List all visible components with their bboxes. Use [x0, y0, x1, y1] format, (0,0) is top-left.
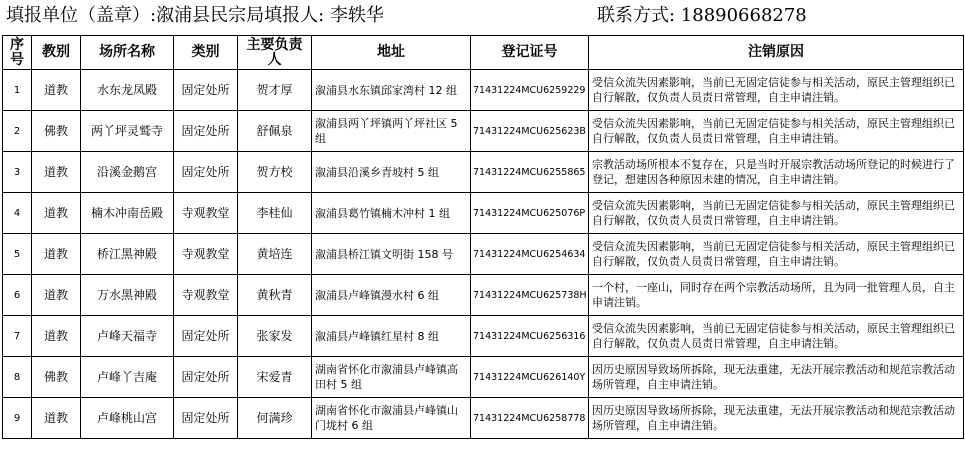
cell-reason: 宗教活动场所根本不复存在，只是当时开展宗教活动场所登记的时候进行了登记，想建因各种原因未建的情况，自主申请注销。	[589, 152, 964, 193]
col-header-reason: 注销原因	[589, 36, 964, 70]
cell-address: 湖南省怀化市溆浦县卢峰镇山门垅村 6 组	[312, 398, 471, 439]
cell-leader: 舒佩泉	[238, 111, 312, 152]
cell-religion: 道教	[32, 152, 81, 193]
cell-address: 溆浦县两丫坪镇两丫坪社区 5 组	[312, 111, 471, 152]
cell-address: 溆浦县卢峰镇漫水村 6 组	[312, 275, 471, 316]
cell-reg: 71431224MCU6254634	[471, 234, 589, 275]
cell-type: 寺观教堂	[174, 193, 238, 234]
cell-type: 寺观教堂	[174, 275, 238, 316]
cell-type: 固定处所	[174, 70, 238, 111]
col-header-address: 地址	[312, 36, 471, 70]
cell-reg: 71431224MCU625738H	[471, 275, 589, 316]
cell-leader: 何满珍	[238, 398, 312, 439]
cell-leader: 贺才厚	[238, 70, 312, 111]
cell-leader: 李桂仙	[238, 193, 312, 234]
cell-religion: 道教	[32, 316, 81, 357]
filing-unit-label: 填报单位（盖章）:溆浦县民宗局填报人: 李轶华	[6, 5, 384, 26]
cell-address: 溆浦县沿溪乡青坡村 5 组	[312, 152, 471, 193]
cell-leader: 张家发	[238, 316, 312, 357]
cell-religion: 道教	[32, 398, 81, 439]
cell-address: 湖南省怀化市溆浦县卢峰镇高田村 5 组	[312, 357, 471, 398]
cell-name: 水东龙凤殿	[81, 70, 174, 111]
cell-leader: 宋爱青	[238, 357, 312, 398]
cell-religion: 佛教	[32, 111, 81, 152]
table-row	[3, 193, 964, 234]
cell-seq: 4	[3, 193, 32, 234]
form-header	[0, 0, 965, 34]
cell-religion: 道教	[32, 193, 81, 234]
cell-leader: 黄秋青	[238, 275, 312, 316]
table-row	[3, 111, 964, 152]
cell-address: 溆浦县葛竹镇楠木冲村 1 组	[312, 193, 471, 234]
cell-name: 万水黑神殿	[81, 275, 174, 316]
cell-reason: 受信众流失因素影响，当前已无固定信徒参与相关活动，原民主管理组织已自行解散，仅负责人员责日常管理，自主申请注销。	[589, 111, 964, 152]
cell-reason: 受信众流失因素影响，当前已无固定信徒参与相关活动，原民主管理组织已自行解散，仅负责人员责日常管理，自主申请注销。	[589, 316, 964, 357]
cell-reason: 受信众流失因素影响，当前已无固定信徒参与相关活动，原民主管理组织已自行解散，仅负责人员责日常管理，自主申请注销。	[589, 234, 964, 275]
cell-reason: 受信众流失因素影响，当前已无固定信徒参与相关活动，原民主管理组织已自行解散，仅负责人员责日常管理，自主申请注销。	[589, 193, 964, 234]
col-header-leader: 主要负责人	[238, 36, 312, 70]
cell-type: 固定处所	[174, 316, 238, 357]
cell-religion: 道教	[32, 275, 81, 316]
deregistration-table	[2, 35, 964, 439]
cell-name: 桥江黑神殿	[81, 234, 174, 275]
cell-name: 卢峰丫吉庵	[81, 357, 174, 398]
cell-reason: 因历史原因导致场所拆除，现无法重建，无法开展宗教活动和规范宗教活动场所管理，自主申请注销。	[589, 398, 964, 439]
cell-address: 溆浦县桥江镇文明街 158 号	[312, 234, 471, 275]
cell-reg: 71431224MCU625623B	[471, 111, 589, 152]
cell-reason: 一个村，一座山，同时存在两个宗教活动场所，且为同一批管理人员，自主申请注销。	[589, 275, 964, 316]
col-header-type: 类别	[174, 36, 238, 70]
cell-religion: 道教	[32, 234, 81, 275]
col-header-seq: 序号	[3, 36, 32, 70]
cell-name: 两丫坪灵鹫寺	[81, 111, 174, 152]
cell-seq: 7	[3, 316, 32, 357]
cell-type: 固定处所	[174, 357, 238, 398]
cell-leader: 黄培连	[238, 234, 312, 275]
cell-name: 卢峰桃山宫	[81, 398, 174, 439]
col-header-name: 场所名称	[81, 36, 174, 70]
table-row	[3, 152, 964, 193]
cell-religion: 道教	[32, 70, 81, 111]
table-row	[3, 70, 964, 111]
cell-reg: 71431224MCU6259229	[471, 70, 589, 111]
cell-reg: 71431224MCU625076P	[471, 193, 589, 234]
cell-type: 固定处所	[174, 111, 238, 152]
col-header-religion: 教别	[32, 36, 81, 70]
contact-label: 联系方式: 18890668278	[597, 5, 807, 26]
cell-reg: 71431224MCU6258778	[471, 398, 589, 439]
cell-type: 寺观教堂	[174, 234, 238, 275]
cell-reg: 71431224MCU626140Y	[471, 357, 589, 398]
table-row	[3, 357, 964, 398]
cell-address: 溆浦县卢峰镇红星村 8 组	[312, 316, 471, 357]
table-row	[3, 316, 964, 357]
cell-seq: 2	[3, 111, 32, 152]
cell-leader: 贺方校	[238, 152, 312, 193]
cell-seq: 3	[3, 152, 32, 193]
cell-reg: 71431224MCU6255865	[471, 152, 589, 193]
cell-address: 溆浦县水东镇邱家湾村 12 组	[312, 70, 471, 111]
cell-seq: 6	[3, 275, 32, 316]
table-row	[3, 398, 964, 439]
col-header-reg: 登记证号	[471, 36, 589, 70]
cell-reason: 受信众流失因素影响，当前已无固定信徒参与相关活动，原民主管理组织已自行解散，仅负责人员责日常管理，自主申请注销。	[589, 70, 964, 111]
cell-seq: 9	[3, 398, 32, 439]
table-header-row	[3, 36, 964, 70]
cell-religion: 佛教	[32, 357, 81, 398]
table-row	[3, 234, 964, 275]
cell-name: 楠木冲南岳殿	[81, 193, 174, 234]
cell-name: 沿溪金鹅宫	[81, 152, 174, 193]
cell-name: 卢峰天福寺	[81, 316, 174, 357]
cell-reg: 71431224MCU6256316	[471, 316, 589, 357]
cell-seq: 5	[3, 234, 32, 275]
cell-seq: 1	[3, 70, 32, 111]
cell-type: 固定处所	[174, 152, 238, 193]
cell-seq: 8	[3, 357, 32, 398]
table-row	[3, 275, 964, 316]
cell-reason: 因历史原因导致场所拆除，现无法重建，无法开展宗教活动和规范宗教活动场所管理，自主申请注销。	[589, 357, 964, 398]
cell-type: 固定处所	[174, 398, 238, 439]
